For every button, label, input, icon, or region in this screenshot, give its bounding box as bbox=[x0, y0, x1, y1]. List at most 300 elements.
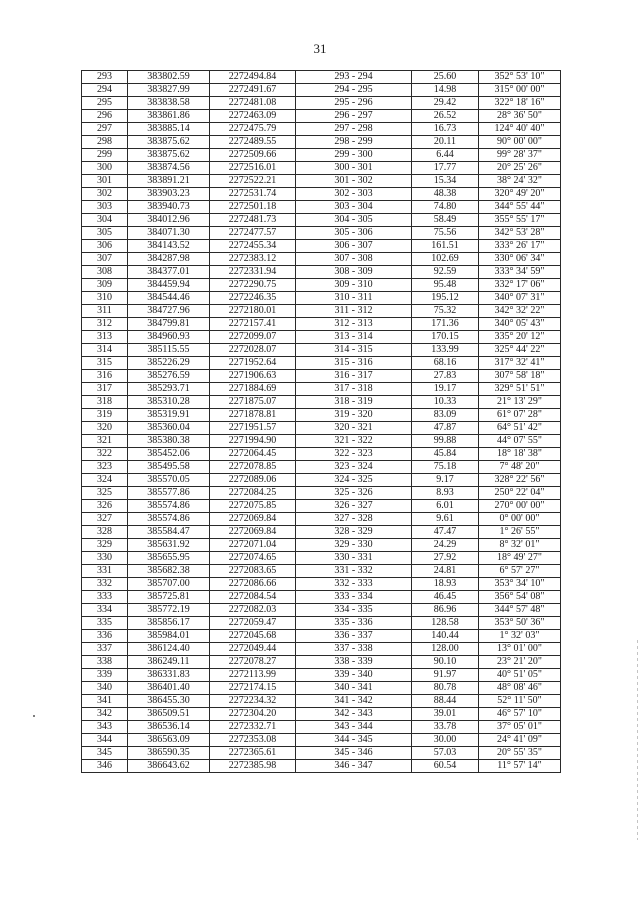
point-number-cell: 298 bbox=[82, 136, 128, 149]
table-row bbox=[82, 279, 561, 292]
table-row bbox=[82, 305, 561, 318]
length-cell: 80.78 bbox=[412, 682, 479, 695]
bearing-cell: 46° 57' 10" bbox=[479, 708, 561, 721]
x-coordinate-cell: 384143.52 bbox=[128, 240, 210, 253]
coordinates-table bbox=[81, 70, 561, 773]
bearing-cell: 99° 28' 37" bbox=[479, 149, 561, 162]
segment-cell: 325 - 326 bbox=[296, 487, 412, 500]
bearing-cell: 124° 40' 40" bbox=[479, 123, 561, 136]
length-cell: 58.49 bbox=[412, 214, 479, 227]
length-cell: 20.11 bbox=[412, 136, 479, 149]
y-coordinate-cell: 2272069.84 bbox=[210, 513, 296, 526]
table-row bbox=[82, 643, 561, 656]
table-row bbox=[82, 656, 561, 669]
table-row bbox=[82, 136, 561, 149]
point-number-cell: 300 bbox=[82, 162, 128, 175]
point-number-cell: 296 bbox=[82, 110, 128, 123]
table-row bbox=[82, 201, 561, 214]
x-coordinate-cell: 385707.00 bbox=[128, 578, 210, 591]
segment-cell: 323 - 324 bbox=[296, 461, 412, 474]
bearing-cell: 317° 32' 41" bbox=[479, 357, 561, 370]
length-cell: 39.01 bbox=[412, 708, 479, 721]
segment-cell: 317 - 318 bbox=[296, 383, 412, 396]
point-number-cell: 318 bbox=[82, 396, 128, 409]
segment-cell: 312 - 313 bbox=[296, 318, 412, 331]
segment-cell: 338 - 339 bbox=[296, 656, 412, 669]
segment-cell: 344 - 345 bbox=[296, 734, 412, 747]
segment-cell: 315 - 316 bbox=[296, 357, 412, 370]
x-coordinate-cell: 386643.62 bbox=[128, 760, 210, 773]
table-row bbox=[82, 630, 561, 643]
y-coordinate-cell: 2272157.41 bbox=[210, 318, 296, 331]
table-row bbox=[82, 175, 561, 188]
y-coordinate-cell: 2272489.55 bbox=[210, 136, 296, 149]
length-cell: 90.10 bbox=[412, 656, 479, 669]
segment-cell: 301 - 302 bbox=[296, 175, 412, 188]
segment-cell: 334 - 335 bbox=[296, 604, 412, 617]
length-cell: 133.99 bbox=[412, 344, 479, 357]
bearing-cell: 322° 18' 16" bbox=[479, 97, 561, 110]
table-row bbox=[82, 578, 561, 591]
bearing-cell: 325° 44' 22" bbox=[479, 344, 561, 357]
y-coordinate-cell: 2272290.75 bbox=[210, 279, 296, 292]
segment-cell: 307 - 308 bbox=[296, 253, 412, 266]
segment-cell: 303 - 304 bbox=[296, 201, 412, 214]
bearing-cell: 340° 07' 31" bbox=[479, 292, 561, 305]
y-coordinate-cell: 2272304.20 bbox=[210, 708, 296, 721]
x-coordinate-cell: 385380.38 bbox=[128, 435, 210, 448]
point-number-cell: 345 bbox=[82, 747, 128, 760]
table-row bbox=[82, 591, 561, 604]
length-cell: 8.93 bbox=[412, 487, 479, 500]
bearing-cell: 44° 07' 55" bbox=[479, 435, 561, 448]
point-number-cell: 323 bbox=[82, 461, 128, 474]
y-coordinate-cell: 2272113.99 bbox=[210, 669, 296, 682]
segment-cell: 327 - 328 bbox=[296, 513, 412, 526]
x-coordinate-cell: 385772.19 bbox=[128, 604, 210, 617]
x-coordinate-cell: 385310.28 bbox=[128, 396, 210, 409]
bearing-cell: 28° 36' 50" bbox=[479, 110, 561, 123]
table-row bbox=[82, 435, 561, 448]
y-coordinate-cell: 2272481.08 bbox=[210, 97, 296, 110]
x-coordinate-cell: 386509.51 bbox=[128, 708, 210, 721]
length-cell: 74.80 bbox=[412, 201, 479, 214]
y-coordinate-cell: 2272028.07 bbox=[210, 344, 296, 357]
table-row bbox=[82, 123, 561, 136]
segment-cell: 313 - 314 bbox=[296, 331, 412, 344]
length-cell: 60.54 bbox=[412, 760, 479, 773]
length-cell: 29.42 bbox=[412, 97, 479, 110]
table-row bbox=[82, 370, 561, 383]
length-cell: 27.83 bbox=[412, 370, 479, 383]
length-cell: 171.36 bbox=[412, 318, 479, 331]
x-coordinate-cell: 386331.83 bbox=[128, 669, 210, 682]
point-number-cell: 339 bbox=[82, 669, 128, 682]
point-number-cell: 311 bbox=[82, 305, 128, 318]
table-row bbox=[82, 188, 561, 201]
bearing-cell: 342° 32' 22" bbox=[479, 305, 561, 318]
length-cell: 15.34 bbox=[412, 175, 479, 188]
point-number-cell: 314 bbox=[82, 344, 128, 357]
table-row bbox=[82, 487, 561, 500]
bearing-cell: 61° 07' 28" bbox=[479, 409, 561, 422]
segment-cell: 299 - 300 bbox=[296, 149, 412, 162]
segment-cell: 309 - 310 bbox=[296, 279, 412, 292]
length-cell: 17.77 bbox=[412, 162, 479, 175]
point-number-cell: 344 bbox=[82, 734, 128, 747]
length-cell: 14.98 bbox=[412, 84, 479, 97]
y-coordinate-cell: 2272463.09 bbox=[210, 110, 296, 123]
y-coordinate-cell: 2272501.18 bbox=[210, 201, 296, 214]
y-coordinate-cell: 2272455.34 bbox=[210, 240, 296, 253]
y-coordinate-cell: 2272516.01 bbox=[210, 162, 296, 175]
bearing-cell: 307° 58' 18" bbox=[479, 370, 561, 383]
segment-cell: 329 - 330 bbox=[296, 539, 412, 552]
y-coordinate-cell: 2272084.25 bbox=[210, 487, 296, 500]
length-cell: 30.00 bbox=[412, 734, 479, 747]
point-number-cell: 313 bbox=[82, 331, 128, 344]
x-coordinate-cell: 385856.17 bbox=[128, 617, 210, 630]
table-row bbox=[82, 71, 561, 84]
segment-cell: 342 - 343 bbox=[296, 708, 412, 721]
table-row bbox=[82, 227, 561, 240]
x-coordinate-cell: 383885.14 bbox=[128, 123, 210, 136]
table-row bbox=[82, 357, 561, 370]
point-number-cell: 324 bbox=[82, 474, 128, 487]
length-cell: 75.32 bbox=[412, 305, 479, 318]
y-coordinate-cell: 2272084.54 bbox=[210, 591, 296, 604]
segment-cell: 333 - 334 bbox=[296, 591, 412, 604]
y-coordinate-cell: 2272385.98 bbox=[210, 760, 296, 773]
x-coordinate-cell: 386124.40 bbox=[128, 643, 210, 656]
bearing-cell: 90° 00' 00" bbox=[479, 136, 561, 149]
length-cell: 45.84 bbox=[412, 448, 479, 461]
table-row bbox=[82, 422, 561, 435]
length-cell: 170.15 bbox=[412, 331, 479, 344]
point-number-cell: 315 bbox=[82, 357, 128, 370]
length-cell: 99.88 bbox=[412, 435, 479, 448]
bearing-cell: 18° 18' 38" bbox=[479, 448, 561, 461]
segment-cell: 337 - 338 bbox=[296, 643, 412, 656]
segment-cell: 295 - 296 bbox=[296, 97, 412, 110]
table-row bbox=[82, 747, 561, 760]
x-coordinate-cell: 383903.23 bbox=[128, 188, 210, 201]
segment-cell: 319 - 320 bbox=[296, 409, 412, 422]
table-row bbox=[82, 604, 561, 617]
bearing-cell: 353° 50' 36" bbox=[479, 617, 561, 630]
y-coordinate-cell: 2272082.03 bbox=[210, 604, 296, 617]
bearing-cell: 315° 00' 00" bbox=[479, 84, 561, 97]
length-cell: 57.03 bbox=[412, 747, 479, 760]
x-coordinate-cell: 385276.59 bbox=[128, 370, 210, 383]
y-coordinate-cell: 2272045.68 bbox=[210, 630, 296, 643]
y-coordinate-cell: 2272180.01 bbox=[210, 305, 296, 318]
x-coordinate-cell: 383861.86 bbox=[128, 110, 210, 123]
point-number-cell: 303 bbox=[82, 201, 128, 214]
bearing-cell: 48° 08' 46" bbox=[479, 682, 561, 695]
point-number-cell: 342 bbox=[82, 708, 128, 721]
table-row bbox=[82, 344, 561, 357]
length-cell: 68.16 bbox=[412, 357, 479, 370]
x-coordinate-cell: 385452.06 bbox=[128, 448, 210, 461]
table-row bbox=[82, 552, 561, 565]
y-coordinate-cell: 2271994.90 bbox=[210, 435, 296, 448]
y-coordinate-cell: 2272089.06 bbox=[210, 474, 296, 487]
x-coordinate-cell: 384071.30 bbox=[128, 227, 210, 240]
x-coordinate-cell: 385631.92 bbox=[128, 539, 210, 552]
y-coordinate-cell: 2272059.47 bbox=[210, 617, 296, 630]
length-cell: 92.59 bbox=[412, 266, 479, 279]
point-number-cell: 297 bbox=[82, 123, 128, 136]
segment-cell: 316 - 317 bbox=[296, 370, 412, 383]
point-number-cell: 338 bbox=[82, 656, 128, 669]
y-coordinate-cell: 2271884.69 bbox=[210, 383, 296, 396]
segment-cell: 340 - 341 bbox=[296, 682, 412, 695]
x-coordinate-cell: 384459.94 bbox=[128, 279, 210, 292]
length-cell: 46.45 bbox=[412, 591, 479, 604]
point-number-cell: 295 bbox=[82, 97, 128, 110]
bearing-cell: 270° 00' 00" bbox=[479, 500, 561, 513]
bearing-cell: 332° 17' 06" bbox=[479, 279, 561, 292]
segment-cell: 341 - 342 bbox=[296, 695, 412, 708]
y-coordinate-cell: 2272234.32 bbox=[210, 695, 296, 708]
length-cell: 6.44 bbox=[412, 149, 479, 162]
x-coordinate-cell: 386249.11 bbox=[128, 656, 210, 669]
x-coordinate-cell: 385570.05 bbox=[128, 474, 210, 487]
table-row bbox=[82, 162, 561, 175]
bearing-cell: 344° 55' 44" bbox=[479, 201, 561, 214]
bearing-cell: 8° 32' 01" bbox=[479, 539, 561, 552]
table-row bbox=[82, 383, 561, 396]
y-coordinate-cell: 2272246.35 bbox=[210, 292, 296, 305]
x-coordinate-cell: 383802.59 bbox=[128, 71, 210, 84]
segment-cell: 314 - 315 bbox=[296, 344, 412, 357]
point-number-cell: 331 bbox=[82, 565, 128, 578]
length-cell: 128.58 bbox=[412, 617, 479, 630]
bearing-cell: 355° 55' 17" bbox=[479, 214, 561, 227]
length-cell: 128.00 bbox=[412, 643, 479, 656]
x-coordinate-cell: 385574.86 bbox=[128, 500, 210, 513]
y-coordinate-cell: 2272481.73 bbox=[210, 214, 296, 227]
bearing-cell: 333° 34' 59" bbox=[479, 266, 561, 279]
length-cell: 161.51 bbox=[412, 240, 479, 253]
segment-cell: 304 - 305 bbox=[296, 214, 412, 227]
point-number-cell: 316 bbox=[82, 370, 128, 383]
bearing-cell: 64° 51' 42" bbox=[479, 422, 561, 435]
y-coordinate-cell: 2272383.12 bbox=[210, 253, 296, 266]
segment-cell: 324 - 325 bbox=[296, 474, 412, 487]
y-coordinate-cell: 2272075.85 bbox=[210, 500, 296, 513]
y-coordinate-cell: 2272099.07 bbox=[210, 331, 296, 344]
table-row bbox=[82, 149, 561, 162]
point-number-cell: 310 bbox=[82, 292, 128, 305]
y-coordinate-cell: 2271906.63 bbox=[210, 370, 296, 383]
length-cell: 140.44 bbox=[412, 630, 479, 643]
table-row bbox=[82, 461, 561, 474]
bearing-cell: 37° 05' 01" bbox=[479, 721, 561, 734]
point-number-cell: 334 bbox=[82, 604, 128, 617]
point-number-cell: 333 bbox=[82, 591, 128, 604]
x-coordinate-cell: 385115.55 bbox=[128, 344, 210, 357]
x-coordinate-cell: 385577.86 bbox=[128, 487, 210, 500]
segment-cell: 328 - 329 bbox=[296, 526, 412, 539]
point-number-cell: 293 bbox=[82, 71, 128, 84]
bearing-cell: 13° 01' 00" bbox=[479, 643, 561, 656]
segment-cell: 345 - 346 bbox=[296, 747, 412, 760]
segment-cell: 310 - 311 bbox=[296, 292, 412, 305]
point-number-cell: 325 bbox=[82, 487, 128, 500]
x-coordinate-cell: 385574.86 bbox=[128, 513, 210, 526]
table-row bbox=[82, 526, 561, 539]
point-number-cell: 307 bbox=[82, 253, 128, 266]
segment-cell: 305 - 306 bbox=[296, 227, 412, 240]
x-coordinate-cell: 385293.71 bbox=[128, 383, 210, 396]
point-number-cell: 308 bbox=[82, 266, 128, 279]
length-cell: 16.73 bbox=[412, 123, 479, 136]
x-coordinate-cell: 385226.29 bbox=[128, 357, 210, 370]
x-coordinate-cell: 385360.04 bbox=[128, 422, 210, 435]
y-coordinate-cell: 2272509.66 bbox=[210, 149, 296, 162]
table-row bbox=[82, 682, 561, 695]
bearing-cell: 320° 49' 20" bbox=[479, 188, 561, 201]
length-cell: 6.01 bbox=[412, 500, 479, 513]
table-row bbox=[82, 253, 561, 266]
x-coordinate-cell: 385584.47 bbox=[128, 526, 210, 539]
bearing-cell: 1° 32' 03" bbox=[479, 630, 561, 643]
x-coordinate-cell: 383891.21 bbox=[128, 175, 210, 188]
segment-cell: 335 - 336 bbox=[296, 617, 412, 630]
table-row bbox=[82, 240, 561, 253]
y-coordinate-cell: 2272078.27 bbox=[210, 656, 296, 669]
segment-cell: 346 - 347 bbox=[296, 760, 412, 773]
point-number-cell: 340 bbox=[82, 682, 128, 695]
bearing-cell: 38° 24' 32" bbox=[479, 175, 561, 188]
point-number-cell: 317 bbox=[82, 383, 128, 396]
point-number-cell: 294 bbox=[82, 84, 128, 97]
x-coordinate-cell: 386590.35 bbox=[128, 747, 210, 760]
x-coordinate-cell: 386536.14 bbox=[128, 721, 210, 734]
bearing-cell: 23° 21' 20" bbox=[479, 656, 561, 669]
segment-cell: 320 - 321 bbox=[296, 422, 412, 435]
point-number-cell: 337 bbox=[82, 643, 128, 656]
point-number-cell: 329 bbox=[82, 539, 128, 552]
segment-cell: 343 - 344 bbox=[296, 721, 412, 734]
y-coordinate-cell: 2272475.79 bbox=[210, 123, 296, 136]
table-row bbox=[82, 669, 561, 682]
y-coordinate-cell: 2272071.04 bbox=[210, 539, 296, 552]
bearing-cell: 21° 13' 29" bbox=[479, 396, 561, 409]
point-number-cell: 327 bbox=[82, 513, 128, 526]
x-coordinate-cell: 383827.99 bbox=[128, 84, 210, 97]
length-cell: 19.17 bbox=[412, 383, 479, 396]
point-number-cell: 336 bbox=[82, 630, 128, 643]
y-coordinate-cell: 2272491.67 bbox=[210, 84, 296, 97]
bearing-cell: 333° 26' 17" bbox=[479, 240, 561, 253]
bearing-cell: 250° 22' 04" bbox=[479, 487, 561, 500]
segment-cell: 306 - 307 bbox=[296, 240, 412, 253]
margin-speck bbox=[33, 715, 35, 717]
bearing-cell: 335° 20' 12" bbox=[479, 331, 561, 344]
y-coordinate-cell: 2272174.15 bbox=[210, 682, 296, 695]
point-number-cell: 299 bbox=[82, 149, 128, 162]
segment-cell: 321 - 322 bbox=[296, 435, 412, 448]
table-row bbox=[82, 513, 561, 526]
length-cell: 83.09 bbox=[412, 409, 479, 422]
point-number-cell: 343 bbox=[82, 721, 128, 734]
length-cell: 48.38 bbox=[412, 188, 479, 201]
x-coordinate-cell: 384377.01 bbox=[128, 266, 210, 279]
length-cell: 195.12 bbox=[412, 292, 479, 305]
y-coordinate-cell: 2271878.81 bbox=[210, 409, 296, 422]
y-coordinate-cell: 2272049.44 bbox=[210, 643, 296, 656]
bearing-cell: 6° 57' 27" bbox=[479, 565, 561, 578]
x-coordinate-cell: 384544.46 bbox=[128, 292, 210, 305]
segment-cell: 296 - 297 bbox=[296, 110, 412, 123]
bearing-cell: 40° 51' 05" bbox=[479, 669, 561, 682]
table-row bbox=[82, 695, 561, 708]
segment-cell: 308 - 309 bbox=[296, 266, 412, 279]
length-cell: 10.33 bbox=[412, 396, 479, 409]
y-coordinate-cell: 2272332.71 bbox=[210, 721, 296, 734]
x-coordinate-cell: 384960.93 bbox=[128, 331, 210, 344]
point-number-cell: 312 bbox=[82, 318, 128, 331]
segment-cell: 331 - 332 bbox=[296, 565, 412, 578]
segment-cell: 339 - 340 bbox=[296, 669, 412, 682]
point-number-cell: 320 bbox=[82, 422, 128, 435]
length-cell: 25.60 bbox=[412, 71, 479, 84]
x-coordinate-cell: 386455.30 bbox=[128, 695, 210, 708]
point-number-cell: 304 bbox=[82, 214, 128, 227]
segment-cell: 293 - 294 bbox=[296, 71, 412, 84]
length-cell: 9.61 bbox=[412, 513, 479, 526]
x-coordinate-cell: 386401.40 bbox=[128, 682, 210, 695]
x-coordinate-cell: 385319.91 bbox=[128, 409, 210, 422]
y-coordinate-cell: 2271875.07 bbox=[210, 396, 296, 409]
bearing-cell: 329° 51' 51" bbox=[479, 383, 561, 396]
segment-cell: 297 - 298 bbox=[296, 123, 412, 136]
table-row bbox=[82, 110, 561, 123]
x-coordinate-cell: 384012.96 bbox=[128, 214, 210, 227]
table-row bbox=[82, 97, 561, 110]
segment-cell: 332 - 333 bbox=[296, 578, 412, 591]
x-coordinate-cell: 385655.95 bbox=[128, 552, 210, 565]
length-cell: 47.47 bbox=[412, 526, 479, 539]
point-number-cell: 322 bbox=[82, 448, 128, 461]
table-row bbox=[82, 565, 561, 578]
point-number-cell: 326 bbox=[82, 500, 128, 513]
segment-cell: 298 - 299 bbox=[296, 136, 412, 149]
y-coordinate-cell: 2272074.65 bbox=[210, 552, 296, 565]
length-cell: 9.17 bbox=[412, 474, 479, 487]
x-coordinate-cell: 385984.01 bbox=[128, 630, 210, 643]
length-cell: 102.69 bbox=[412, 253, 479, 266]
table-row bbox=[82, 266, 561, 279]
y-coordinate-cell: 2272522.21 bbox=[210, 175, 296, 188]
segment-cell: 330 - 331 bbox=[296, 552, 412, 565]
x-coordinate-cell: 386563.09 bbox=[128, 734, 210, 747]
table-row bbox=[82, 539, 561, 552]
x-coordinate-cell: 385682.38 bbox=[128, 565, 210, 578]
point-number-cell: 306 bbox=[82, 240, 128, 253]
point-number-cell: 319 bbox=[82, 409, 128, 422]
point-number-cell: 309 bbox=[82, 279, 128, 292]
y-coordinate-cell: 2272083.65 bbox=[210, 565, 296, 578]
point-number-cell: 302 bbox=[82, 188, 128, 201]
point-number-cell: 341 bbox=[82, 695, 128, 708]
y-coordinate-cell: 2272086.66 bbox=[210, 578, 296, 591]
x-coordinate-cell: 384799.81 bbox=[128, 318, 210, 331]
length-cell: 91.97 bbox=[412, 669, 479, 682]
